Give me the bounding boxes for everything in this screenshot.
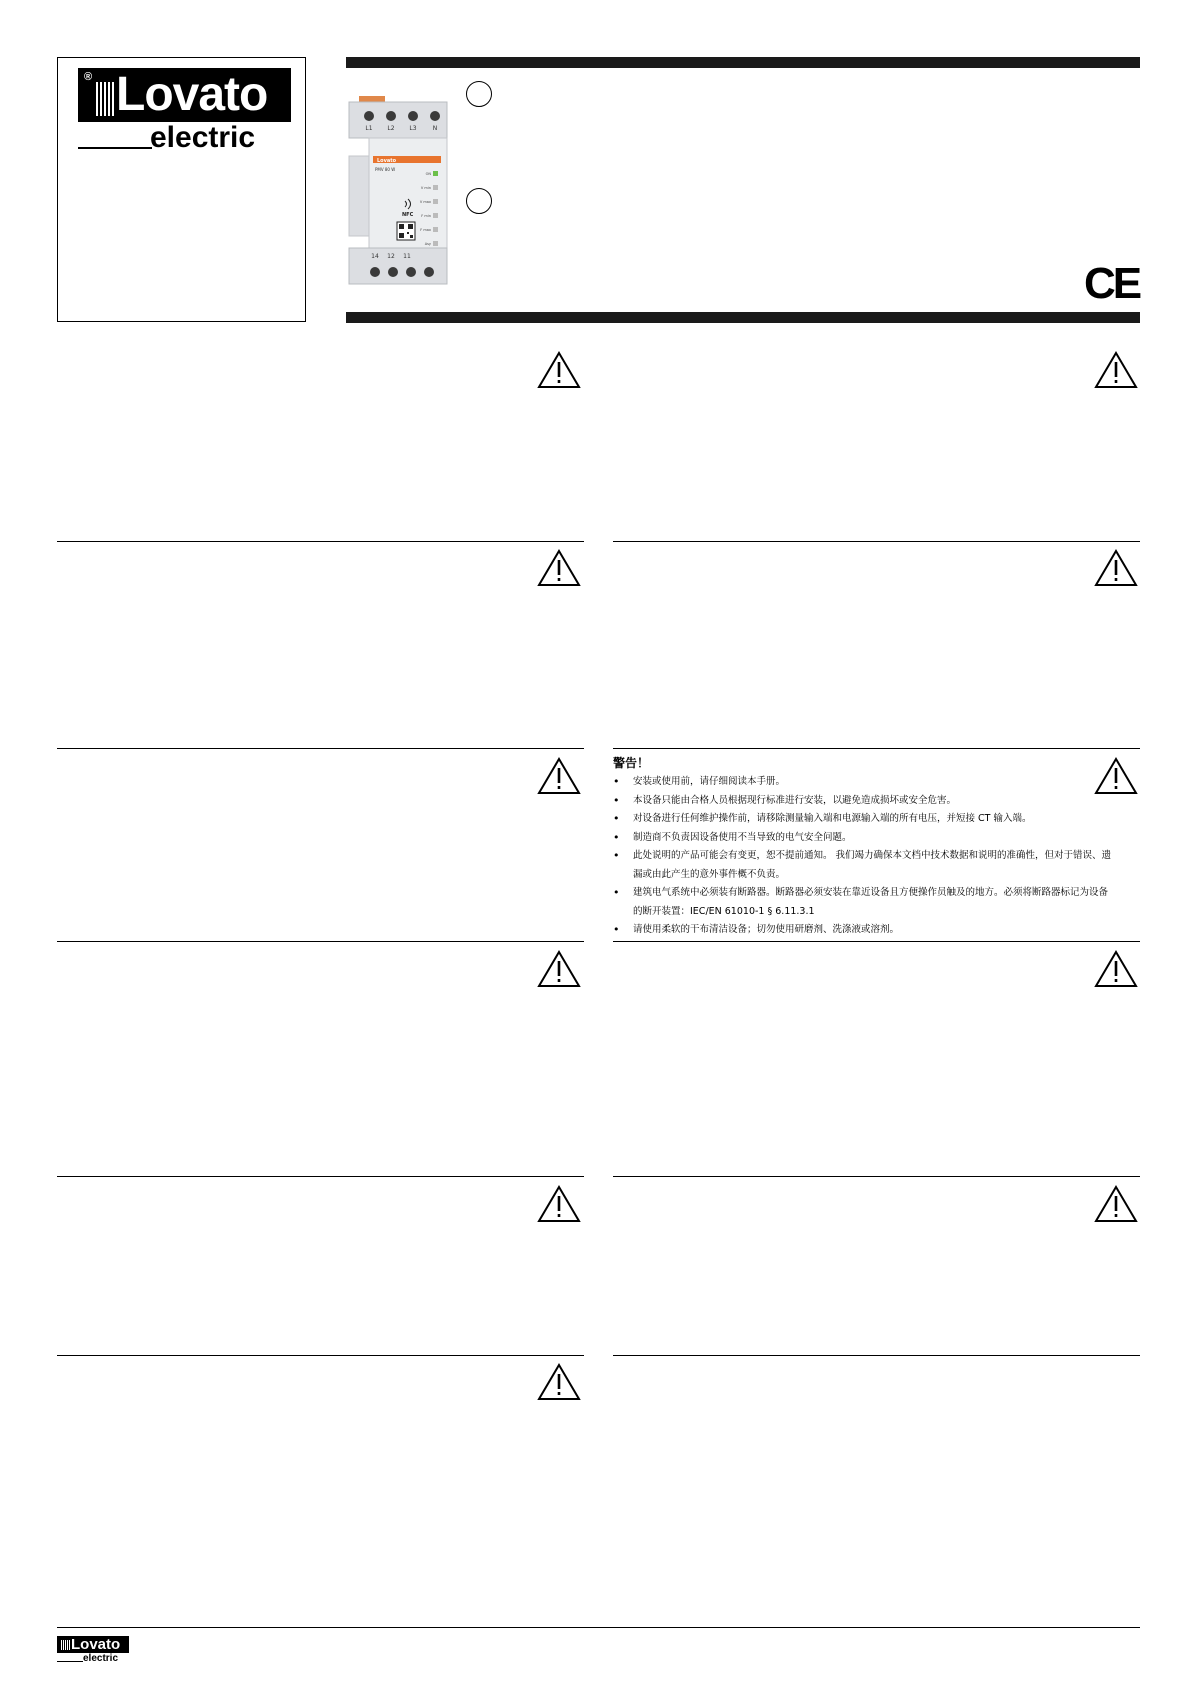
list-item: • 此处说明的产品可能会有变更，恕不提前通知。 我们竭力确保本文档中技术数据和说明的准确性，但对于错误、遗漏或由此产生的意外事件概不负责。 (613, 847, 1113, 884)
svg-text:ON: ON (425, 172, 431, 176)
footer-logo (57, 1636, 131, 1664)
language-circle (466, 188, 492, 214)
device-model: PMV 80 W (375, 167, 396, 172)
svg-text:V min: V min (420, 186, 431, 190)
warning-icon (537, 950, 581, 988)
warning-list (613, 773, 1113, 940)
chinese-warning-section (613, 755, 1113, 940)
warning-icon (537, 1363, 581, 1401)
list-item: • 安装或使用前，请仔细阅读本手册。 (613, 773, 1113, 792)
list-item: • 对设备进行任何维护操作前，请移除测量输入端和电源输入端的所有电压，并短接 CT 输入端。 (613, 810, 1113, 829)
terminal-label: L2 (387, 125, 395, 132)
section-divider (57, 941, 584, 942)
svg-text:F min: F min (421, 214, 431, 218)
section-divider (57, 748, 584, 749)
footer-divider (57, 1627, 1140, 1628)
list-item: • 建筑电气系统中必须装有断路器。断路器必须安装在靠近设备且方便操作员触及的地方。必须将断路器标记为设备的断开装置：IEC/EN 61010-1 § 6.11.3.1 (613, 884, 1113, 921)
section-divider (613, 1176, 1140, 1177)
warning-icon (1094, 950, 1138, 988)
section-divider (613, 748, 1140, 749)
terminal-label: N (432, 125, 438, 132)
logo-stripes-icon (96, 82, 116, 116)
section-divider (57, 541, 584, 542)
warning-icon (537, 757, 581, 795)
device-image (347, 96, 449, 286)
section-divider (613, 541, 1140, 542)
registered-mark: ® (84, 71, 93, 83)
terminal-label: L1 (365, 125, 373, 132)
warning-icon (537, 1185, 581, 1223)
footer-subtext: electric (83, 1653, 119, 1664)
warning-title: 警告！ (613, 756, 650, 770)
list-item: • 制造商不负责因设备使用不当导致的电气安全问题。 (613, 829, 1113, 848)
header-bottom-bar (346, 312, 1140, 323)
list-item: • 请使用柔软的干布清洁设备；切勿使用研磨剂、洗涤液或溶剂。 (613, 921, 1113, 940)
svg-text:V max: V max (419, 200, 431, 204)
warning-icon (537, 549, 581, 587)
warning-icon (1094, 549, 1138, 587)
warning-icon (1094, 1185, 1138, 1223)
terminal-label: 11 (403, 253, 411, 260)
terminal-label: L3 (409, 125, 417, 132)
nfc-label: NFC (402, 212, 414, 218)
header-top-bar (346, 57, 1140, 68)
footer-brand-text: Lovato (71, 1636, 121, 1653)
lovato-logo (78, 68, 291, 122)
section-divider (57, 1176, 584, 1177)
terminal-label: 12 (387, 253, 395, 260)
list-item: • 本设备只能由合格人员根据现行标准进行安装，以避免造成损坏或安全危害。 (613, 792, 1113, 811)
warning-icon (1094, 351, 1138, 389)
svg-text:F max: F max (420, 228, 431, 232)
language-circle (466, 81, 492, 107)
terminal-label: 14 (371, 253, 379, 260)
logo-underline (78, 147, 152, 149)
logo-brand-text: Lovato (116, 68, 268, 121)
svg-text:Asy: Asy (424, 242, 431, 246)
ce-mark: CE (1084, 259, 1140, 308)
device-brand-label: Lovato (377, 158, 397, 164)
section-divider (613, 941, 1140, 942)
section-divider (613, 1355, 1140, 1356)
logo-subtext: electric (150, 121, 256, 154)
section-divider (57, 1355, 584, 1356)
logo-stripes-icon (61, 1640, 70, 1650)
warning-icon (537, 351, 581, 389)
